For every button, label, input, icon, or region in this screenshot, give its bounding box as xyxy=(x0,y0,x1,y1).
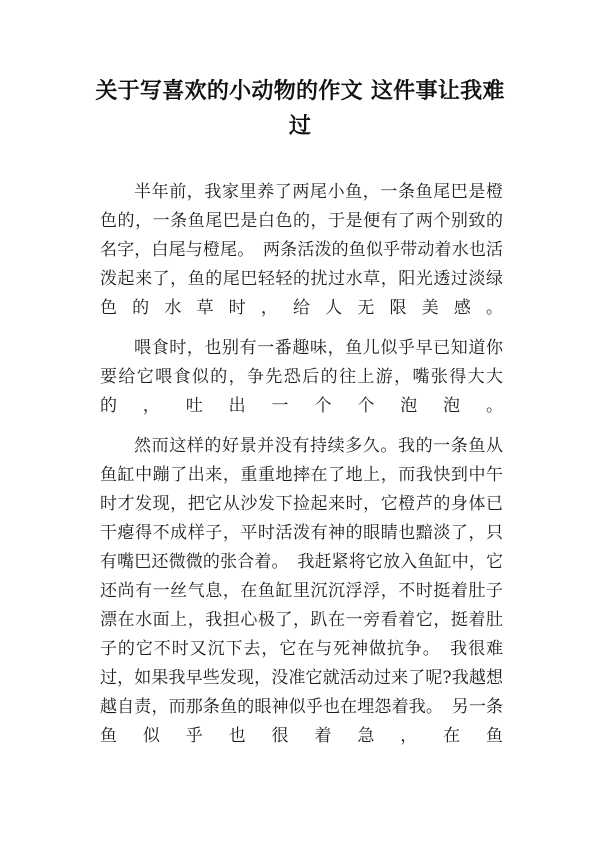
paragraph-2: 喂食时，也别有一番趣味，鱼儿似乎早已知道你要给它喂食似的，争先恐后的往上游，嘴张得大大的，吐出一个个泡泡。 xyxy=(100,338,503,416)
paragraph-1: 半年前，我家里养了两尾小鱼，一条鱼尾巴是橙色的，一条鱼尾巴是白色的，于是便有了两个别致的名字，白尾与橙尾。 两条活泼的鱼似乎带动着水也活泼起来了，鱼的尾巴轻轻的扰过水草，阳光透过淡绿色的水草时，给人无限美感。 xyxy=(100,182,503,318)
paragraph-3: 然而这样的好景并没有持续多久。我的一条鱼从鱼缸中蹦了出来，重重地摔在了地上，而我快到中午时才发现，把它从沙发下捡起来时，它橙芦的身体已干瘪得不成样子，平时活泼有神的眼睛也黯淡了，只有嘴巴还微微的张合着。 我赶紧将它放入鱼缸中，它还尚有一丝气息，在鱼缸里沉沉浮浮，不时挺着肚子漂在水面上，我担心极了，趴在一旁看着它，挺着肚子的它不时又沉下去，它在与死神做抗争。 我很难过，如果我早些发现，没准它就活动过来了呢?我越想越自责，而那条鱼的眼神似乎也在埋怨着我。 另一条鱼似乎也很着急，在鱼 xyxy=(100,436,503,746)
essay-body xyxy=(100,178,503,751)
page-title: 关于写喜欢的小动物的作文 这件事让我难过 xyxy=(95,79,505,139)
